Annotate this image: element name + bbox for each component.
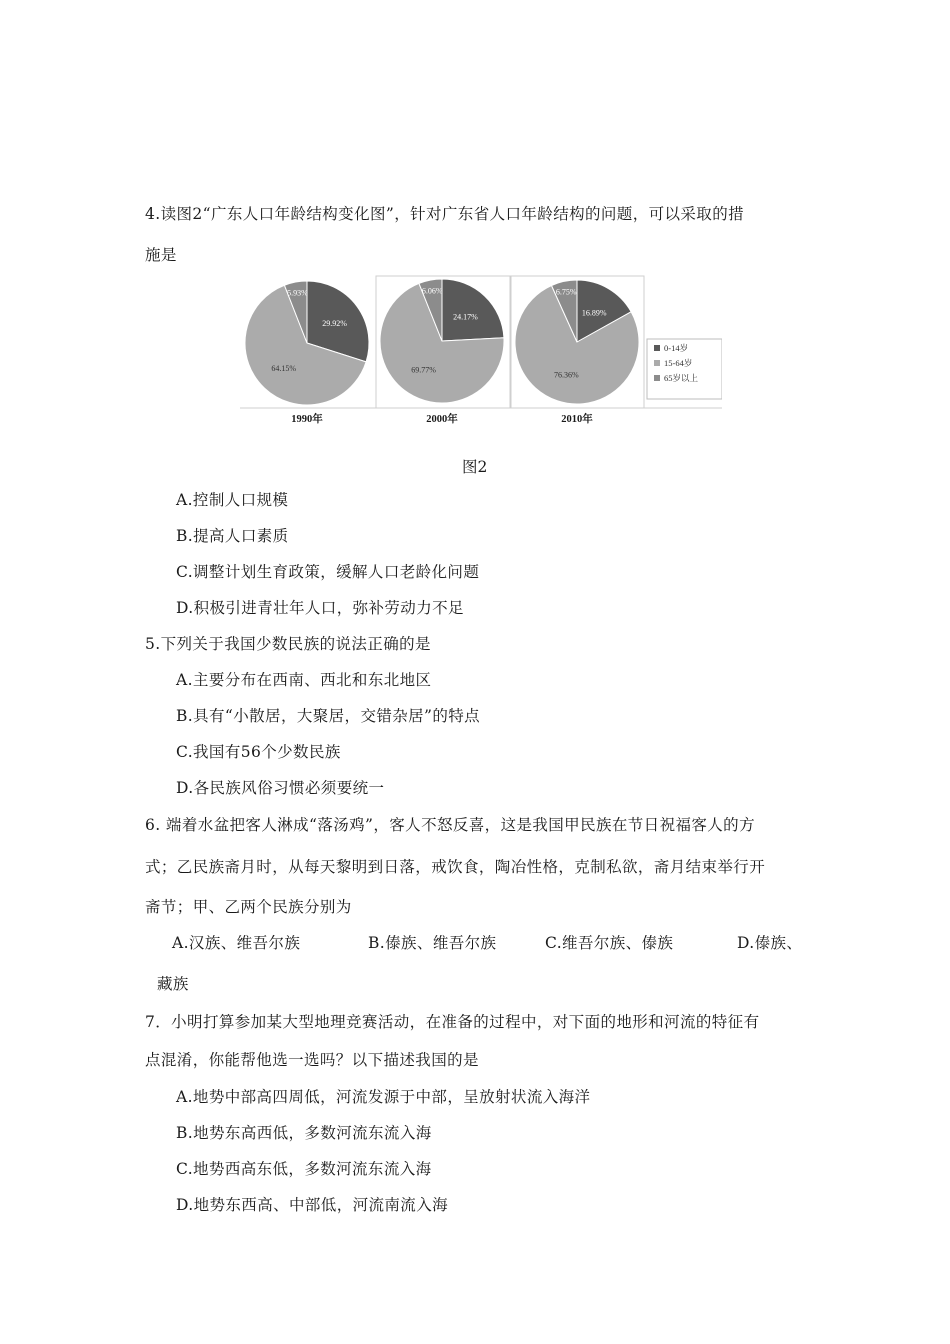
legend-label: 0-14岁: [664, 343, 689, 353]
legend-swatch: [654, 345, 660, 351]
q5-stem: 5.下列关于我国少数民族的说法正确的是: [145, 635, 431, 653]
chart-legend: [647, 339, 722, 399]
legend-label: 65岁以上: [664, 373, 699, 383]
q6-option-c: C.维吾尔族、傣族: [545, 934, 674, 952]
pie-slice-2000年-0-14岁: [442, 279, 504, 341]
legend-label: 15-64岁: [664, 358, 693, 368]
pie-data-label: 76.36%: [553, 370, 579, 380]
pie-chart-svg: [240, 274, 722, 434]
q7-option-d: D.地势东西高、中部低，河流南流入海: [176, 1196, 449, 1214]
pie-data-label: 5.93%: [287, 288, 308, 298]
legend-swatch: [654, 375, 660, 381]
legend-swatch: [654, 360, 660, 366]
q4-option-b: B.提高人口素质: [176, 527, 289, 545]
q6-option-a: A.汉族、维吾尔族: [172, 934, 301, 952]
figure-caption: 图2: [462, 458, 488, 476]
pie-data-label: 6.75%: [555, 287, 577, 297]
pie-data-label: 29.92%: [322, 318, 347, 328]
q6-option-d: D.傣族、: [737, 934, 803, 952]
q6-stem-line1: 6. 端着水盆把客人淋成“落汤鸡”，客人不怒反喜，这是我国甲民族在节日祝福客人的方: [145, 816, 755, 834]
q7-option-b: B.地势东高西低，多数河流东流入海: [176, 1124, 432, 1142]
q4-option-a: A.控制人口规模: [176, 491, 289, 509]
pie-year-label: 2000年: [426, 414, 458, 425]
q6-option-b: B.傣族、维吾尔族: [368, 934, 497, 952]
q4-stem-line1: 4.读图2“广东人口年龄结构变化图”，针对广东省人口年龄结构的问题，可以采取的措: [145, 205, 745, 223]
age-structure-pie-charts: [240, 274, 722, 434]
q6-option-d-continued: 藏族: [157, 975, 189, 993]
q6-stem-line3: 斋节；甲、乙两个民族分别为: [145, 898, 352, 916]
q5-option-b: B.具有“小散居，大聚居，交错杂居”的特点: [176, 707, 481, 725]
q6-stem-line2: 式；乙民族斋月时，从每天黎明到日落，戒饮食，陶冶性格，克制私欲，斋月结束举行开: [145, 858, 766, 876]
q7-stem-line2: 点混淆，你能帮他选一选吗？以下描述我国的是: [145, 1051, 479, 1069]
pie-year-label: 1990年: [291, 414, 323, 425]
pie-data-label: 6.06%: [421, 286, 443, 296]
q7-option-c: C.地势西高东低，多数河流东流入海: [176, 1160, 432, 1178]
q4-option-d: D.积极引进青壮年人口，弥补劳动力不足: [176, 599, 464, 617]
q7-option-a: A.地势中部高四周低，河流发源于中部，呈放射状流入海洋: [176, 1088, 591, 1106]
q7-stem-line1: 7．小明打算参加某大型地理竞赛活动，在准备的过程中，对下面的地形和河流的特征有: [145, 1013, 760, 1031]
q5-option-a: A.主要分布在西南、西北和东北地区: [176, 671, 432, 689]
q4-option-c: C.调整计划生育政策，缓解人口老龄化问题: [176, 563, 480, 581]
q5-option-d: D.各民族风俗习惯必须要统一: [176, 779, 385, 797]
q4-stem-line2: 施是: [145, 246, 177, 264]
pie-data-label: 24.17%: [453, 312, 478, 322]
pie-data-label: 69.77%: [411, 365, 436, 375]
pie-data-label: 16.89%: [581, 308, 607, 318]
q5-option-c: C.我国有56个少数民族: [176, 743, 341, 761]
pie-year-label: 2010年: [561, 414, 593, 425]
pie-data-label: 64.15%: [271, 363, 297, 373]
